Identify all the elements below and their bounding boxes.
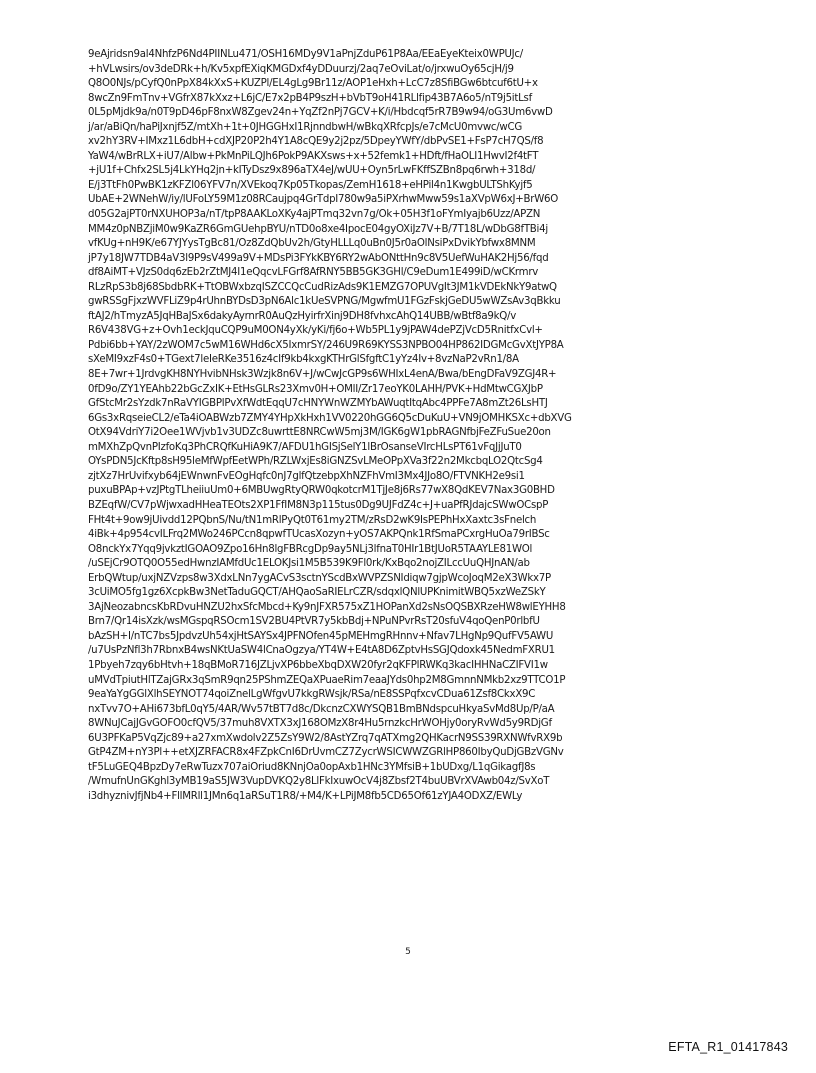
text-line: Brn7/Qr14isXzk/wsMGspqRSOcm1SV2BU4PtVR7y5kbBdj+NPuNPvrRsT20sfuV4qoQenP0rlbfU [88, 616, 540, 628]
text-line: ftAJ2/hTmyzA5JqHBaJSx6dakyAyrnrR0AuQzHyirfrXinj9DH8fvhxcAhQ14UBB/wBtf8a9kQ/v [88, 310, 516, 322]
text-line: /u7UsPzNfl3h7RbnxB4wsNKtUaSW4lCnaOgzya/YT4W+E4tA8D6ZptvHsSGJQdoxk45NedmFXRU1 [88, 645, 555, 657]
text-line: xv2hY3RV+IMxz1L6dbH+cdXJP20P2h4Y1A8cQE9y2j2pz/5DpeyYWfY/dbPvSE1+FsP7cH7QS/f8 [88, 136, 544, 148]
encoded-text-block [88, 48, 748, 804]
text-line: d05G2ajPT0rNXUHOP3a/nT/tpP8AAKLoXKy4ajPTmq32vn7g/Ok+05H3f1oFYmIyajb6Uzz/APZN [88, 209, 541, 221]
text-line: Pdbi6bb+YAY/2zWOM7c5wM16WHd6cX5IxmrSY/246U9R69KYSS3NPBO04HP862IDGMcGvXtJYP8A [88, 339, 564, 351]
text-line: zjtXz7HrUvifxyb64jEWnwnFvEOgHqfc0nJ7glfQtzebpXhNZFhVmI3Mx4JJo8O/FTVNKH2e9si1 [88, 470, 525, 482]
text-line: j/ar/aBiQn/haPiJxnjf5Z/mtXh+1t+0JHGGHxI1RjnndbwH/wBkqXRfcpJs/e7cMcU0mvwc/wCG [88, 121, 523, 133]
text-line: 0L5pMjdk9a/n0T9pD46pF8nxW8Zgev24n+YqZf2nPj7GCV+K/i/Hbdcqf5rR7B9w94/oG3Um6vwD [88, 107, 553, 119]
text-line: 8E+7wr+1JrdvgKH8NYHvibNHsk3Wzjk8n6V+J/wCwJcGP9s6WHIxL4enA/Bwa/bEngDFaV9ZGJ4R+ [88, 369, 557, 381]
text-line: nxTvv7O+AHi673bfL0qY5/4AR/Wv57tBT7d8c/DkcnzCXWYSQB1BmBNdspcuHkyaSvMd8Up/P/aA [88, 703, 555, 715]
text-line: MM4z0pNBZjiM0w9KaZR6GmGUehpBYU/nTD0o8xe4IpocE04gyOXiJz7V+B/7T18L/wDbG8fTBi4j [88, 223, 548, 235]
text-line: vfKUg+nH9K/e67YJYysTgBc81/Oz8ZdQbUv2h/GtyHLLLq0uBn0J5r0aOlNsiPxDvikYbfwx8MNM [88, 238, 536, 250]
text-line: O8nckYx7Yqq9jvkztIGOAO9Zpo16Hn8lgFBRcgDp9ay5NLj3lfnaT0HIr1BtJUoR5TAAYLE81WOl [88, 543, 533, 555]
text-line: RLzRpS3b8j68SbdbRK+TtOBWxbzqISZCCQcCudRizAds9K1EMZG7OPUVgIt3JM1kVDEkNkY9atwQ [88, 281, 557, 293]
text-line: UbAE+2WNehW/iy/lUFoLY59M1z08RCaujpq4GrTdpI780w9a5iPXrhwMww59s1aXVpW6xJ+BrW6O [88, 194, 559, 206]
text-line: bAzSH+I/nTC7bs5JpdvzUh54xjHtSAYSx4JPFNOfen45pMEHmgRHnnv+Nfav7LHgNp9QufFV5AWU [88, 630, 554, 642]
text-line: mMXhZpQvnPIzfoKq3PhCRQfKuHiA9K7/AFDU1hGISjSelY1lBrOsanseVIrcHLsPT61vFqJjJuT0 [88, 441, 522, 453]
text-line: FHt4t+9ow9jUivdd12PQbnS/Nu/tN1mRlPyQt0T61my2TM/zRsD2wK9IsPEPhHxXaxtc3sFnelch [88, 514, 537, 526]
text-line: OYsPDN5JcKftp8sH95leMfWpfEetWPh/RZLWxjEs8iGNZSvLMeOPpXVa3f22n2MkcbqLO2QtcSg4 [88, 456, 543, 468]
text-line: R6V438VG+z+Ovh1eckJquCQP9uM0ON4yXk/yKi/fj6o+Wb5PL1y9jPAW4dePZjVcD5RnitfxCvl+ [88, 325, 543, 337]
text-line: ErbQWtup/uxjNZVzps8w3XdxLNn7ygACvS3sctnYScdBxWVPZSNIdiqw7gjpWcoJoqM2eX3Wkx7P [88, 572, 551, 584]
text-line: /WmufnUnGKghl3yMB19aS5JW3VupDVKQ2y8LlFkIxuwOcV4j8Zbsf2T4buUBVrXVAwb04z/SvXoT [88, 776, 550, 788]
text-line: gwRSSgFjxzWVFLiZ9p4rUhnBYDsD3pN6Alc1kUeSVPNG/MgwfmU1FGzFskjGeDU5wWZsAv3qBkku [88, 296, 561, 308]
text-line: i3dhyznivJfjNb4+FllMRll1JMn6q1aRSuT1R8/+M4/K+LPiJM8fb5CD65Of61zYJA4ODXZ/EWLy [88, 790, 523, 802]
text-line: Q8O0NJs/pCyfQ0nPpX84kXxS+KUZPl/EL4gLg9Br11z/AOP1eHxh+LcC7z8SfiBGw6btcuf6tU+x [88, 78, 538, 90]
text-line: 8WNuJCajJGvGOFO0cfQV5/37muh8VXTX3xJ168OMzX8r4Hu5rnzkcHrWOHjy0oryRvWd5y9RDjGf [88, 718, 552, 730]
text-line: 9eaYaYgGGlXlhSEYNOT74qoiZnelLgWfgvU7kkgRWsjk/RSa/nE8SSPqfxcvCDua61Zsf8CkxX9C [88, 689, 536, 701]
text-line: E/j3TtFh0PwBK1zKFZl06YFV7n/XVEkoq7Kp05Tkopas/ZemH1618+eHPil4n1KwgbULTShKyjf5 [88, 179, 533, 191]
page-number: 5 [405, 947, 411, 957]
text-line: +hVLwsirs/ov3deDRk+h/Kv5xpfEXiqKMGDxf4yDDuurzj/2aq7eOviLat/o/jrxwuOy65cjH/j9 [88, 63, 514, 75]
text-line: 1Pbyeh7zqy6bHtvh+18qBMoR716JZLjvXP6bbeXbqDXW20fyr2qKFPlRWKq3kacIHHNaCZIFVI1w [88, 659, 548, 671]
text-line: /uSEjCr9OTQ0O55edHwnzIAMfdUc1ELOKJsi1M5B539K9Fl0rk/KxBqo2nojZILccUuQHJnAN/ab [88, 558, 530, 570]
text-line: 3cUiMO5fg1gz6XcpkBw3NetTaduGQCT/AHQaoSaRIELrCZR/sdqxlQNlUPKnimitWBQ5xzWeZSkY [88, 587, 546, 599]
text-line: uMVdTpiutHlTZajGRx3qSmR9qn25PShmZEQaXPuaeRim7eaaJYds0hp2M8GmnnNMkb2xz9TTCO1P [88, 674, 566, 686]
text-line: YaW4/wBrRLX+iU7/Albw+PkMnPiLQJh6PokP9AKXsws+x+52femk1+HDft/fHaOLI1HwvI2f4tFT [88, 150, 539, 162]
text-line: 8wcZn9FmTnv+VGfrX87kXxz+L6jC/E7x2pB4P9szH+bVbT9oH41RLlfip43B7A6o5/nT9j5itLsf [88, 92, 532, 104]
text-line: 6Gs3xRqseieCL2/eTa4iOABWzb7ZMY4YHpXkHxh1VV0220hGG6Q5cDuKuU+VN9jOMHKSXc+dbXVG [88, 412, 572, 424]
text-line: tF5LuGEQ4BpzDy7eRwTuzx707aiOriud8KNnjOa0opAxb1HNc3YMfsiB+1bUDxg/L1qGikagfJ8s [88, 761, 536, 773]
text-line: jP7y18JW7TDB4aV3l9P9sV499a9V+MDsPi3FYkKBY6RY2wAbONttHn9c8V5UefWuHAK2Hj56/fqd [88, 252, 549, 264]
text-line: BZEqfW/CV7pWjwxadHHeaTEOts2XP1FfIM8N3p115tus0Dg9UJFdZ4c+J+uaPfRJdajcSWwOCspP [88, 499, 549, 511]
bates-number: EFTA_R1_01417843 [668, 1040, 788, 1054]
text-line: GtP4ZM+nY3Pl++etXJZRFACR8x4FZpkCnI6DrUvmCZ7ZycrWSICWWZGRlHP860IbyQuDjGBzVGNv [88, 747, 564, 759]
text-line: df8AiMT+VJzS0dq6zEb2rZtMJ4I1eQqcvLFGrf8AfRNY5BB5GK3GHl/C9eDum1E499iD/wCKrmrv [88, 267, 539, 279]
text-line: sXeMI9xzF4s0+TGext7leIeRKe3516z4cIf9kb4kxgKTHrGlSfgftC1yYz4Iv+8vzNaP2vRn1/8A [88, 354, 519, 366]
text-line: OtX94VdriY7i2Oee1WVjvb1v3UDZc8uwrttE8NRCwW5mj3M/IGK6gW1pbRAGNfbjFeZFuSue20on [88, 427, 551, 439]
text-line: puxuBPAp+vzJPtgTLheiiuUm0+6MBUwgRtyQRW0qkotcrM1TjJe8j6Rs77wX8QdKEV7Nax3G0BHD [88, 485, 555, 497]
text-line: GfStcMr2sYzdk7nRaVYIGBPlPvXfWdtEqqU7cHNYWnWZMYbAWuqtItqAbc4PPFe7A8mZt26LsHTJ [88, 398, 548, 410]
text-line: 4iBk+4p954cvILFrq2MWo246PCcn8qpwfTUcasXozyn+yOS7AKPQnk1RfSmaPCxrgHuOa79rIBSc [88, 529, 550, 541]
text-line: 6U3PFKaP5VqZjc89+a27xmXwdolv2Z5ZsY9W2/8AstYZrq7qATXmg2QHKacrN9SS39RXNWfvRX9b [88, 732, 563, 744]
text-line: 0fD9o/ZY1YEAhb22bGcZxIK+EtHsGLRs23Xmv0H+OMlI/Zr17eoYK0LAHH/PVK+HdMtwCGXJbP [88, 383, 543, 395]
text-line: 3AjNeozabncsKbRDvuHNZU2hxSfcMbcd+Ky9nJFXR575xZ1HOPanXd2sNsOQSBXRzeHW8wlEYHH8 [88, 601, 566, 613]
text-line: +jU1f+Chfx2SL5j4LkYHq2jn+kITyDsz9x896aTX4eJ/wUU+Oyn5rLwFKffSZBn8pq6rwh+318d/ [88, 165, 536, 177]
text-line: 9eAjridsn9al4NhfzP6Nd4PIINLu471/OSH16MDy9V1aPnjZduP61P8Aa/EEaEyeKteix0WPUJc/ [88, 49, 523, 60]
